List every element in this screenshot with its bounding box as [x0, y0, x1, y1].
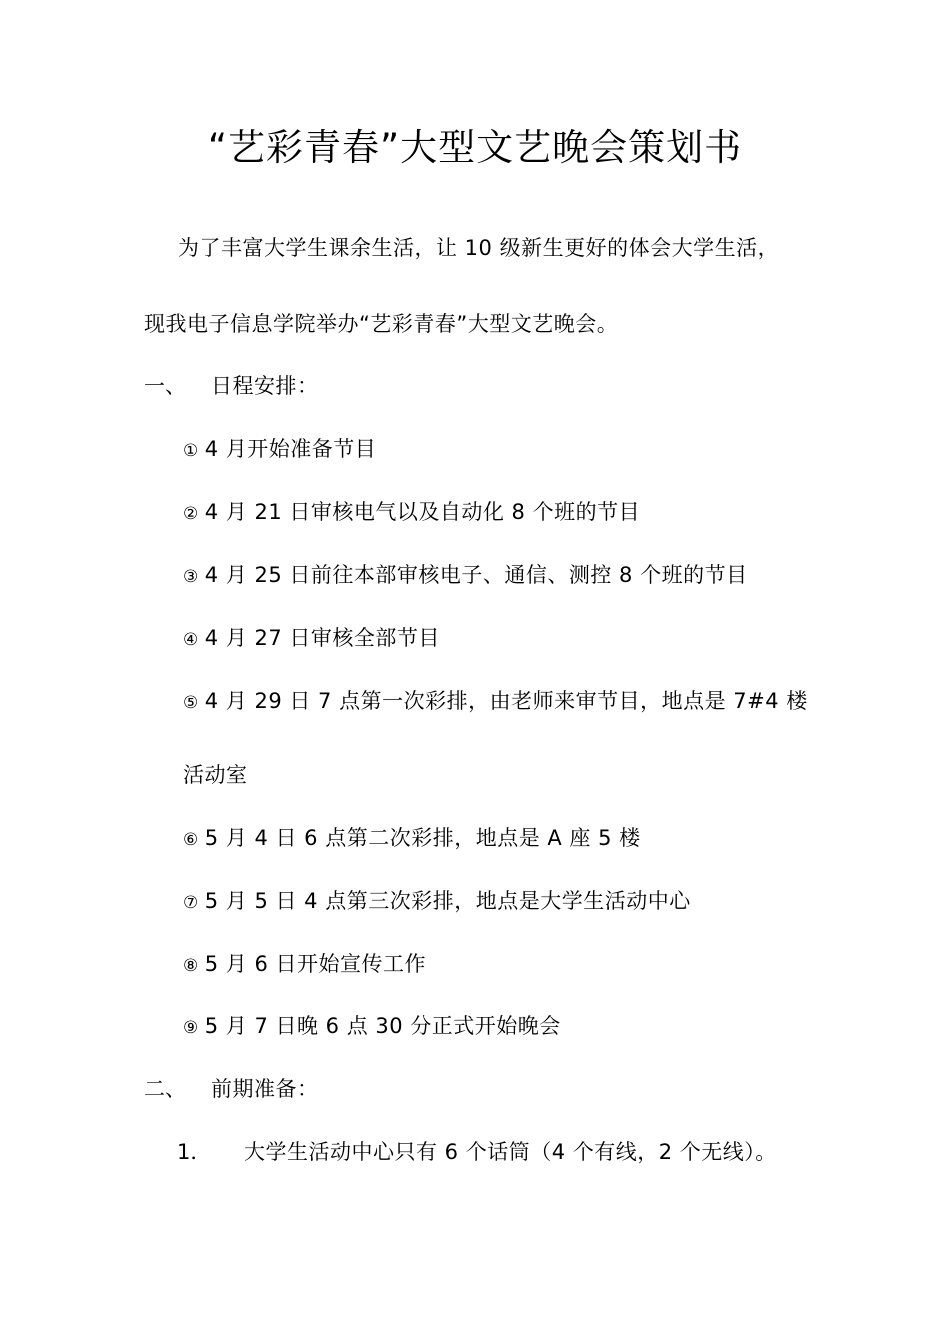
item-text: 4 月 25 日前往本部审核电子、通信、测控 8 个班的节目: [204, 563, 748, 587]
schedule-item-7: [183, 886, 691, 918]
schedule-item-1: [183, 434, 376, 466]
item-marker: ③: [183, 567, 199, 587]
schedule-item-5: [183, 686, 808, 718]
item-marker: ⑦: [183, 893, 199, 913]
item-text: 4 月 27 日审核全部节目: [204, 626, 440, 650]
intro-line-1: 为了丰富大学生课余生活，让 10 级新生更好的体会大学生活，: [178, 236, 780, 260]
item-text: 5 月 4 日 6 点第二次彩排，地点是 A 座 5 楼: [204, 826, 641, 850]
item-text: 5 月 7 日晚 6 点 30 分正式开始晚会: [204, 1014, 561, 1038]
schedule-item-9: [183, 1011, 561, 1043]
schedule-item-3: [183, 560, 748, 592]
item-marker: ④: [183, 630, 199, 650]
section-1-number: 一、: [144, 374, 186, 398]
item-text: 5 月 5 日 4 点第三次彩排，地点是大学生活动中心: [204, 889, 691, 913]
schedule-item-4: [183, 623, 440, 655]
schedule-item-2: [183, 497, 640, 529]
schedule-item-6: [183, 823, 641, 855]
item-marker: ①: [183, 441, 199, 461]
item-text: 4 月 21 日审核电气以及自动化 8 个班的节目: [204, 500, 641, 524]
item-text: 5 月 6 日开始宣传工作: [204, 952, 426, 976]
item-marker: ⑨: [183, 1018, 199, 1038]
item-marker: ⑧: [183, 956, 199, 976]
item-marker: ②: [183, 504, 199, 524]
intro-line-2: 现我电子信息学院举办“艺彩青春”大型文艺晚会。: [144, 312, 619, 336]
document-title: “艺彩青春”大型文艺晚会策划书: [207, 126, 743, 169]
item-text: 4 月 29 日 7 点第一次彩排，由老师来审节目，地点是 7#4 楼: [204, 689, 808, 713]
prep-item-1-text: 大学生活动中心只有 6 个话筒（4 个有线，2 个无线）。: [244, 1140, 777, 1164]
item-marker: ⑥: [183, 830, 199, 850]
schedule-item-8: [183, 949, 426, 981]
item-marker: ⑤: [183, 693, 199, 713]
item-text: 4 月开始准备节目: [204, 437, 377, 461]
prep-item-1-number: 1．: [177, 1140, 212, 1164]
section-1-heading: 日程安排：: [211, 374, 319, 398]
item-text: 活动室: [183, 763, 248, 787]
section-2-number: 二、: [144, 1077, 186, 1101]
section-2-heading: 前期准备：: [211, 1077, 319, 1101]
schedule-item-5-continued: [183, 760, 248, 790]
